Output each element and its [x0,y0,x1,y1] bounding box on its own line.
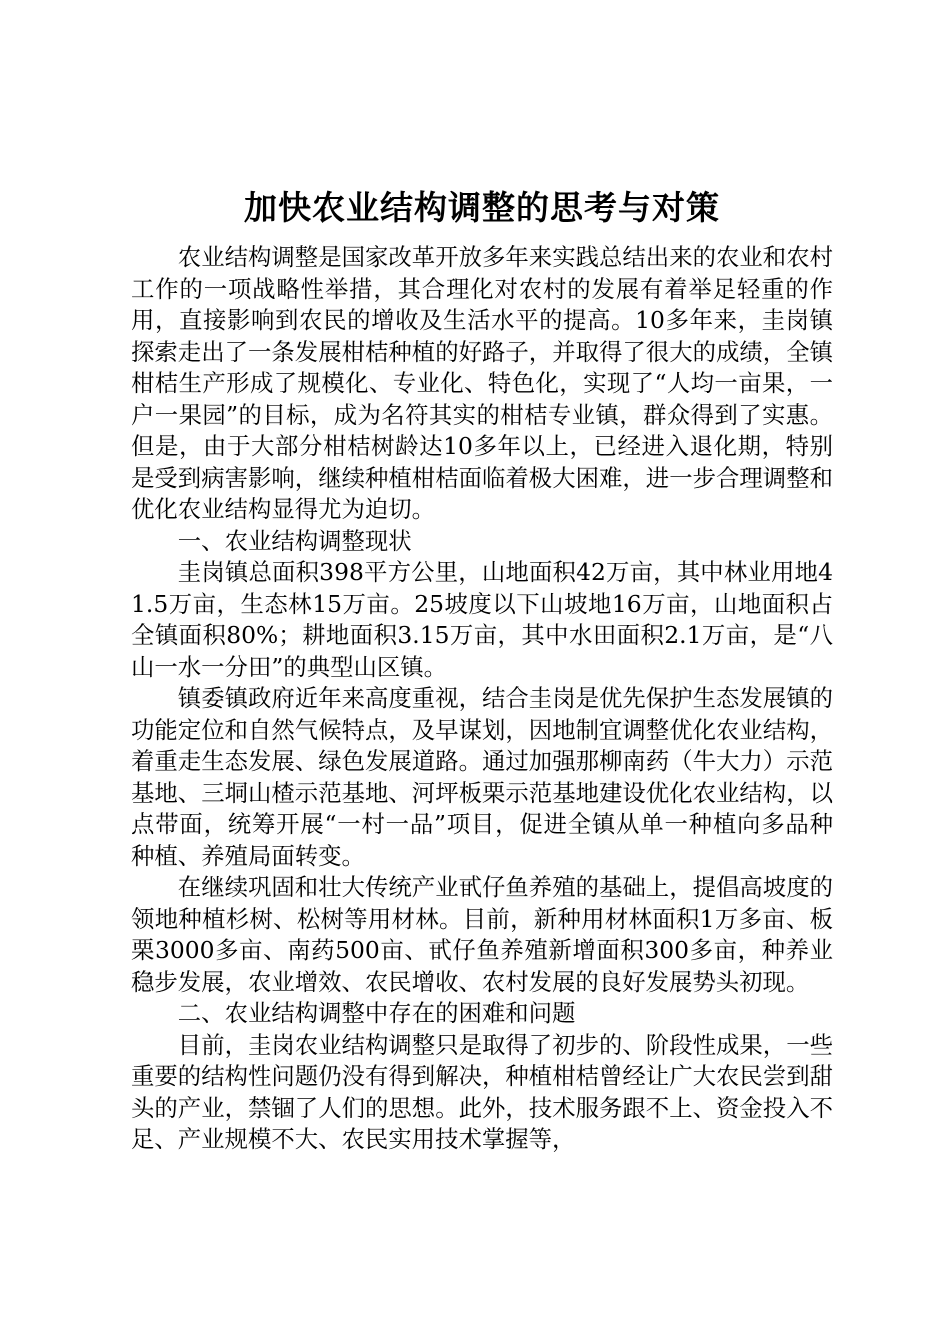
body-paragraph: 目前，圭岗农业结构调整只是取得了初步的、阶段性成果，一些重要的结构性问题仍没有得到解决，种植柑桔曾经让广大农民尝到甜头的产业，禁锢了人们的思想。此外，技术服务跟不上、资金投入不足、产业规模不大、农民实用技术掌握等， [131,1030,833,1153]
body-paragraph: 在继续巩固和壮大传统产业甙仔鱼养殖的基础上，提倡高坡度的领地种植杉树、松树等用材林。目前，新种用材林面积1万多亩、板栗3000多亩、南药500亩、甙仔鱼养殖新增面积300多亩，种养业稳步发展，农业增效、农民增收、农村发展的良好发展势头初现。 [131,873,833,996]
intro-paragraph: 农业结构调整是国家改革开放多年来实践总结出来的农业和农村工作的一项战略性举措，其合理化对农村的发展有着举足轻重的作用，直接影响到农民的增收及生活水平的提高。10多年来，圭岗镇探索走出了一条发展柑桔种植的好路子，并取得了很大的成绩，全镇柑桔生产形成了规模化、专业化、特色化，实现了“人均一亩果，一户一果园”的目标，成为名符其实的柑桔专业镇，群众得到了实惠。但是，由于大部分柑桔树龄达10多年以上，已经进入退化期，特别是受到病害影响，继续种植柑桔面临着极大困难，进一步合理调整和优化农业结构显得尤为迫切。 [131,243,833,523]
document-page [131,184,833,1156]
document-title: 加快农业结构调整的思考与对策 [244,188,720,227]
body-paragraph: 镇委镇政府近年来高度重视，结合圭岗是优先保护生态发展镇的功能定位和自然气候特点，及早谋划，因地制宜调整优化农业结构，着重走生态发展、绿色发展道路。通过加强那柳南药（牛大力）示范基地、三垌山楂示范基地、河坪板栗示范基地建设优化农业结构，以点带面，统筹开展“一村一品”项目，促进全镇从单一种植向多品种种植、养殖局面转变。 [131,684,833,870]
section-heading-1: 一、农业结构调整现状 [177,526,412,555]
section-heading-2: 二、农业结构调整中存在的困难和问题 [177,999,576,1027]
body-paragraph: 圭岗镇总面积398平方公里，山地面积42万亩，其中林业用地41.5万亩，生态林15万亩。25坡度以下山坡地16万亩，山地面积占全镇面积80%；耕地面积3.15万亩，其中水田面积2.1万亩，是“八山一水一分田”的典型山区镇。 [131,558,833,681]
